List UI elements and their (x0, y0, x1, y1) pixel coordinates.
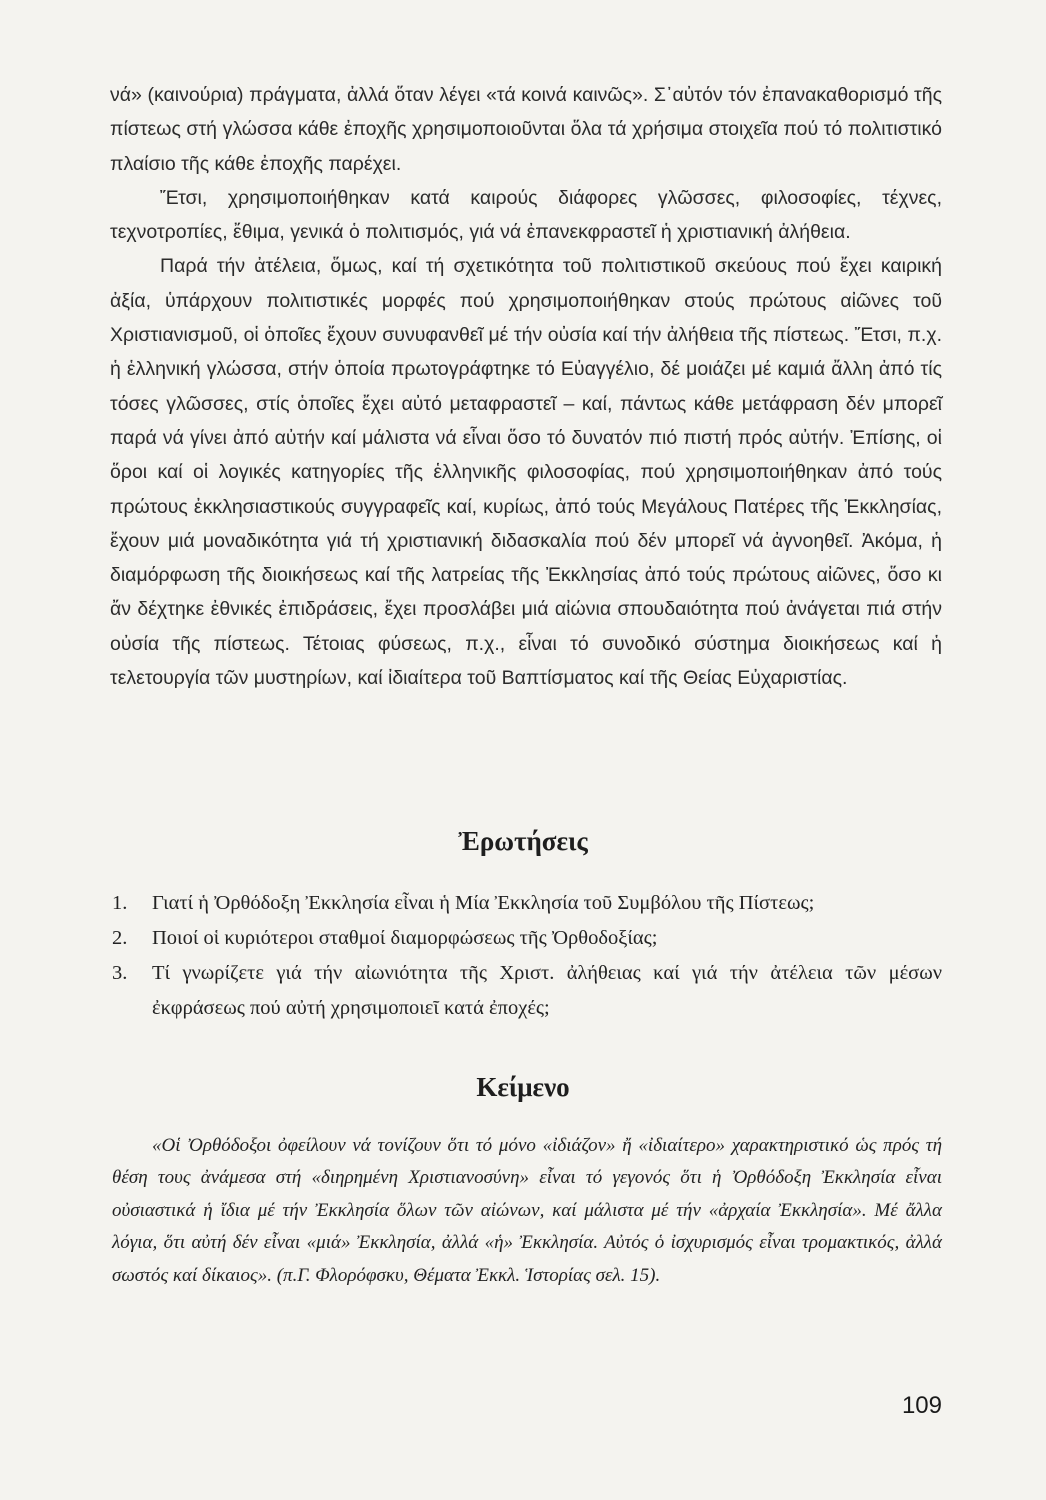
page-number: 109 (901, 1392, 942, 1419)
question-number: 2. (112, 927, 128, 949)
question-item (112, 886, 942, 921)
questions-heading: Ἐρωτήσεις (458, 826, 588, 856)
question-text: Ποιοί οἱ κυριότεροι σταθμοί διαμορφώσεως τῆς Ὀρθοδοξίας; (152, 927, 658, 949)
question-item (112, 921, 942, 956)
question-text: Γιατί ἡ Ὀρθόδοξη Ἐκκλησία εἶναι ἡ Μία Ἐκκλησία τοῦ Συμβόλου τῆς Πίστεως; (152, 892, 815, 914)
paragraph: Ἔτσι, χρησιμοποιήθηκαν κατά καιρούς διάφορες γλῶσσες, φιλοσοφίες, τέχνες, τεχνοτροπίες, ἔθιμα, γενικά ὁ πολιτισμός, γιά νά ἐπανεκφραστεῖ ἡ χριστιανική ἀλήθεια. (110, 186, 942, 244)
text-heading: Κείμενο (476, 1072, 570, 1102)
body-text (110, 78, 942, 695)
paragraph: Παρά τήν ἀτέλεια, ὅμως, καί τή σχετικότητα τοῦ πολιτιστικοῦ σκεύους πού ἔχει καιρική ἀξία, ὑπάρχουν πολιτιστικές μορφές πού χρησιμοποιήθηκαν στούς πρώτους αἰῶνες τοῦ Χριστιανισμοῦ, οἱ ὁποῖες ἔχουν συνυφανθεῖ μέ τήν οὐσία καί τήν ἀλήθεια τῆς πίστεως. Ἔτσι, π.χ. ἡ ἑλληνική γλώσσα, στήν ὁποία πρωτογράφτηκε τό Εὐαγγέλιο, δέ μοιάζει μέ καμιά ἄλλη ἀπό τίς τόσες γλῶσσες, στίς ὁποῖες ἔχει αὐτό μεταφραστεῖ – καί, πάντως κάθε μετάφραση δέν μπορεῖ παρά νά γίνει ἀπό αὐτήν καί μάλιστα νά εἶναι ὅσο τό δυνατόν πιό πιστή πρός αὐτήν. Ἐπίσης, οἱ ὅροι καί οἱ λογικές κατηγορίες τῆς ἑλληνικῆς φιλοσοφίας, πού χρησιμοποιήθηκαν ἀπό τούς πρώτους ἐκκλησιαστικούς συγγραφεῖς καί, κυρίως, ἀπό τούς Μεγάλους Πατέρες τῆς Ἐκκλησίας, ἔχουν μιά μοναδικότητα γιά τή χριστιανική διδασκαλία πού δέν μπορεῖ νά ἀγνοηθεῖ. Ἀκόμα, ἡ διαμόρφωση τῆς διοικήσεως καί τῆς λατρείας τῆς Ἐκκλησίας ἀπό τούς πρώτους αἰῶνες, ὅσο κι ἄν δέχτηκε ἐθνικές ἐπιδράσεις, ἔχει προσλάβει μιά αἰώνια σπουδαιότητα πού ἀνάγεται πιά στήν οὐσία τῆς πίστεως. Τέτοιας φύσεως, π.χ., εἶναι τό συνοδικό σύστημα διοικήσεως καί ἡ τελετουργία τῶν μυστηρίων, καί ἰδιαίτερα τοῦ Βαπτίσματος καί τῆς Θείας Εὐχαριστίας. (110, 255, 942, 690)
question-text: Τί γνωρίζετε γιά τήν αἰωνιότητα τῆς Χριστ. ἀλήθειας καί γιά τήν ἀτέλεια τῶν μέσων ἐκφράσεως πού αὐτή χρησιμοποιεῖ κατά ἐποχές; (152, 962, 942, 1019)
question-number: 3. (112, 962, 128, 984)
quote-text: «Οἱ Ὀρθόδοξοι ὀφείλουν νά τονίζουν ὅτι τό μόνο «ἰδιάζον» ἤ «ἰδιαίτερο» χαρακτηριστικό ὡς πρός τή θέση τους ἀνάμεσα στή «διηρημένη Χριστιανοσύνη» εἶναι τό γεγονός ὅτι ἡ Ὀρθόδοξη Ἐκκλησία εἶναι οὐσιαστικά ἡ ἴδια μέ τήν Ἐκκλησία ὅλων τῶν αἰώνων, καί μάλιστα μέ τήν «ἀρχαία Ἐκκλησία». Μέ ἄλλα λόγια, ὅτι αὐτή δέν εἶναι «μιά» Ἐκκλησία, ἀλλά «ἡ» Ἐκκλησία. Αὐτός ὁ ἰσχυρισμός εἶναι τρομακτικός, ἀλλά σωστός καί δίκαιος». (π.Γ. Φλορόφσκυ, Θέματα Ἐκκλ. Ἱστορίας σελ. 15). (112, 1135, 942, 1286)
question-number: 1. (112, 892, 128, 914)
question-item (112, 956, 942, 1026)
paragraph: νά» (καινούρια) πράγματα, ἀλλά ὅταν λέγει «τά κοινά καινῶς». Σ᾽αὐτόν τόν ἐπανακαθορισμό τῆς πίστεως στή γλώσσα κάθε ἐποχῆς χρησιμοποιοῦνται ὅλα τά χρήσιμα στοιχεῖα πού τό πολιτιστικό πλαίσιο τῆς κάθε ἐποχῆς παρέχει. (110, 84, 942, 175)
questions-list (112, 886, 942, 1026)
